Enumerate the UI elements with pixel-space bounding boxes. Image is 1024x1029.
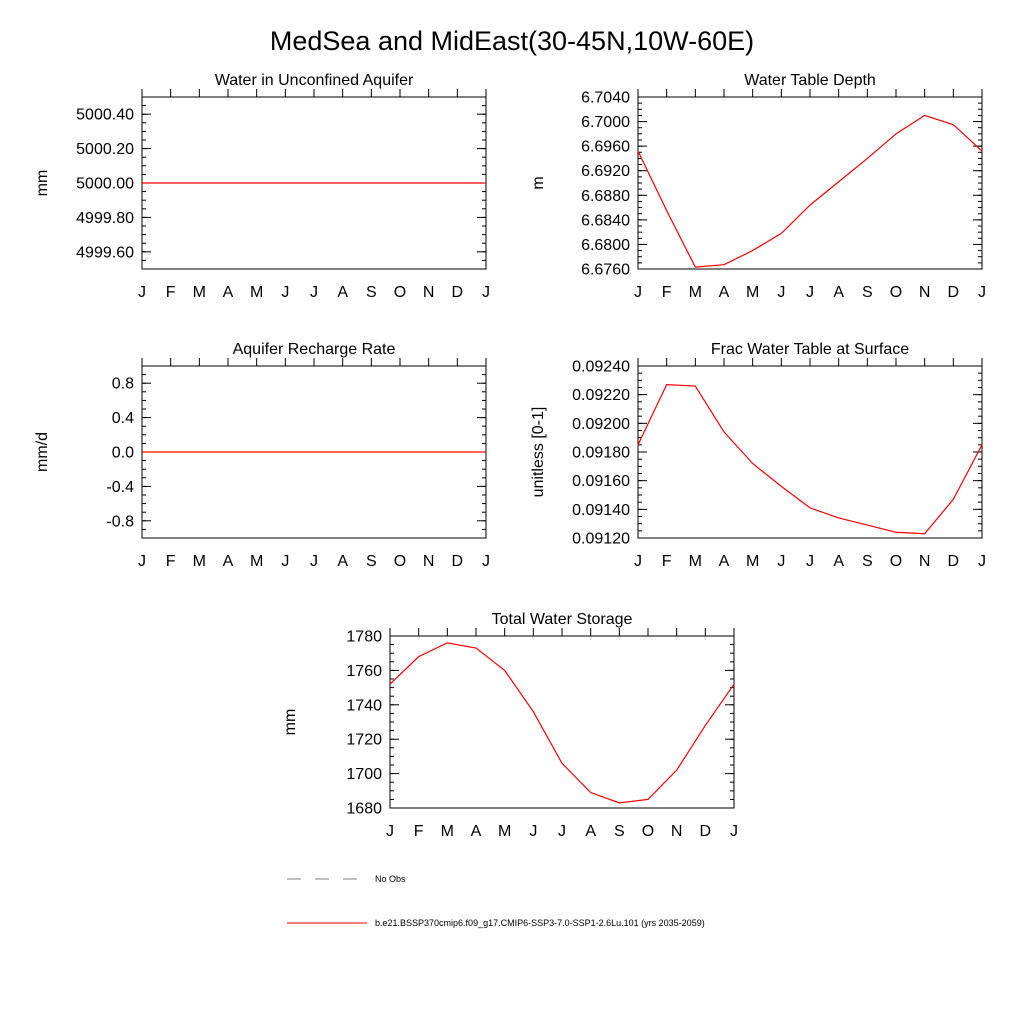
panel-title: Aquifer Recharge Rate	[232, 341, 396, 358]
y-tick-label: 6.7040	[581, 89, 630, 107]
x-tick-label: O	[889, 553, 903, 570]
x-tick-label: N	[918, 284, 931, 301]
x-tick-label: O	[641, 823, 655, 840]
y-tick-label: 6.6760	[581, 261, 630, 279]
x-tick-label: J	[281, 284, 290, 301]
x-tick-label: J	[806, 553, 814, 570]
x-tick-label: S	[365, 553, 377, 570]
x-tick-label: J	[138, 553, 146, 570]
plot-frame	[638, 366, 982, 538]
panel-water-table-depth	[530, 72, 986, 301]
x-tick-label: M	[688, 553, 702, 570]
y-tick-label: 0.09160	[572, 473, 630, 491]
x-tick-label: F	[661, 284, 672, 301]
panel-title: Water in Unconfined Aquifer	[214, 72, 414, 89]
y-tick-label: 0.09140	[572, 501, 630, 519]
y-tick-label: 4999.60	[76, 244, 134, 262]
y-tick-label: 0.09180	[572, 444, 630, 462]
y-tick-label: 6.6960	[581, 138, 630, 156]
y-tick-label: 0.0	[111, 444, 134, 462]
x-tick-label: A	[585, 823, 597, 840]
x-tick-label: F	[165, 284, 176, 301]
y-tick-label: 1720	[346, 731, 382, 749]
y-axis-label: unitless [0-1]	[530, 406, 547, 498]
y-tick-label: 5000.20	[76, 141, 134, 159]
x-tick-label: A	[718, 284, 730, 301]
panel-title: Frac Water Table at Surface	[710, 341, 910, 358]
x-tick-label: J	[777, 284, 786, 301]
y-tick-label: 1760	[346, 662, 382, 680]
x-tick-label: M	[192, 553, 206, 570]
x-tick-label: N	[670, 823, 683, 840]
y-tick-label: 0.8	[111, 375, 134, 393]
x-tick-label: A	[337, 553, 349, 570]
y-tick-label: -0.8	[106, 513, 134, 531]
y-tick-label: 6.6920	[581, 163, 630, 181]
legend-obs-label: No Obs	[375, 874, 406, 884]
panel-frac-water-table-at-surface	[530, 341, 986, 570]
figure-title: MedSea and MidEast(30-45N,10W-60E)	[269, 26, 755, 56]
legend	[287, 874, 705, 928]
y-tick-label: 5000.40	[76, 106, 134, 124]
x-tick-label: J	[558, 823, 566, 840]
panel-aquifer-recharge-rate	[34, 341, 490, 570]
x-tick-label: J	[634, 553, 642, 570]
x-tick-label: M	[688, 284, 702, 301]
x-tick-label: A	[833, 284, 845, 301]
x-tick-label: N	[422, 553, 435, 570]
x-tick-label: S	[861, 553, 873, 570]
y-tick-label: 6.6840	[581, 212, 630, 230]
panel-title: Total Water Storage	[491, 611, 633, 628]
y-tick-label: 0.09200	[572, 415, 630, 433]
x-tick-label: F	[413, 823, 424, 840]
y-axis-label: mm	[34, 169, 51, 197]
panel-total-water-storage	[282, 611, 738, 840]
x-tick-label: F	[165, 553, 176, 570]
x-tick-label: A	[222, 553, 234, 570]
y-tick-label: 0.09120	[572, 530, 630, 548]
x-tick-label: J	[634, 284, 642, 301]
x-tick-label: A	[470, 823, 482, 840]
y-tick-label: 0.4	[111, 410, 134, 428]
y-tick-label: 1780	[346, 628, 382, 646]
x-tick-label: M	[498, 823, 512, 840]
plot-frame	[638, 97, 982, 269]
y-tick-label: 6.6880	[581, 187, 630, 205]
y-axis-label: m	[530, 176, 547, 190]
x-tick-label: J	[310, 553, 318, 570]
x-tick-label: J	[777, 553, 786, 570]
x-tick-label: D	[699, 823, 712, 840]
x-tick-label: M	[250, 553, 264, 570]
x-tick-label: N	[918, 553, 931, 570]
panels	[34, 72, 986, 840]
series-line	[638, 115, 982, 267]
x-tick-label: A	[337, 284, 349, 301]
x-tick-label: M	[746, 284, 760, 301]
y-tick-label: 0.09240	[572, 358, 630, 376]
x-tick-label: J	[138, 284, 146, 301]
series-line	[638, 385, 982, 534]
y-tick-label: 1700	[346, 766, 382, 784]
x-tick-label: J	[482, 284, 490, 301]
x-tick-label: D	[947, 553, 960, 570]
x-tick-label: O	[889, 284, 903, 301]
y-tick-label: 6.6800	[581, 236, 630, 254]
x-tick-label: J	[730, 823, 738, 840]
x-tick-label: A	[718, 553, 730, 570]
y-tick-label: -0.4	[106, 478, 134, 496]
legend-model-label: b.e21.BSSP370cmip6.f09_g17.CMIP6-SSP3-7.0-SSP1-2.6Lu.101 (yrs 2035-2059)	[375, 918, 705, 928]
y-tick-label: 4999.80	[76, 209, 134, 227]
panel-title: Water Table Depth	[744, 72, 876, 89]
x-tick-label: D	[451, 284, 464, 301]
y-axis-label: mm	[282, 708, 299, 736]
x-tick-label: J	[806, 284, 814, 301]
x-tick-label: J	[281, 553, 290, 570]
x-tick-label: M	[192, 284, 206, 301]
series-line	[390, 643, 734, 803]
x-tick-label: F	[661, 553, 672, 570]
y-tick-label: 0.09220	[572, 387, 630, 405]
x-tick-label: M	[746, 553, 760, 570]
panel-water-in-unconfined-aquifer	[34, 72, 490, 301]
x-tick-label: D	[451, 553, 464, 570]
x-tick-label: J	[482, 553, 490, 570]
x-tick-label: S	[861, 284, 873, 301]
y-tick-label: 6.7000	[581, 114, 630, 132]
y-tick-label: 5000.00	[76, 175, 134, 193]
x-tick-label: J	[978, 553, 986, 570]
x-tick-label: O	[393, 553, 407, 570]
x-tick-label: A	[833, 553, 845, 570]
x-tick-label: J	[386, 823, 394, 840]
x-tick-label: M	[440, 823, 454, 840]
x-tick-label: J	[529, 823, 538, 840]
x-tick-label: J	[310, 284, 318, 301]
x-tick-label: S	[613, 823, 625, 840]
x-tick-label: D	[947, 284, 960, 301]
x-tick-label: S	[365, 284, 377, 301]
x-tick-label: N	[422, 284, 435, 301]
x-tick-label: A	[222, 284, 234, 301]
x-tick-label: J	[978, 284, 986, 301]
plot-frame	[390, 636, 734, 808]
y-tick-label: 1680	[346, 800, 382, 818]
x-tick-label: M	[250, 284, 264, 301]
y-axis-label: mm/d	[34, 432, 51, 472]
x-tick-label: O	[393, 284, 407, 301]
y-tick-label: 1740	[346, 697, 382, 715]
